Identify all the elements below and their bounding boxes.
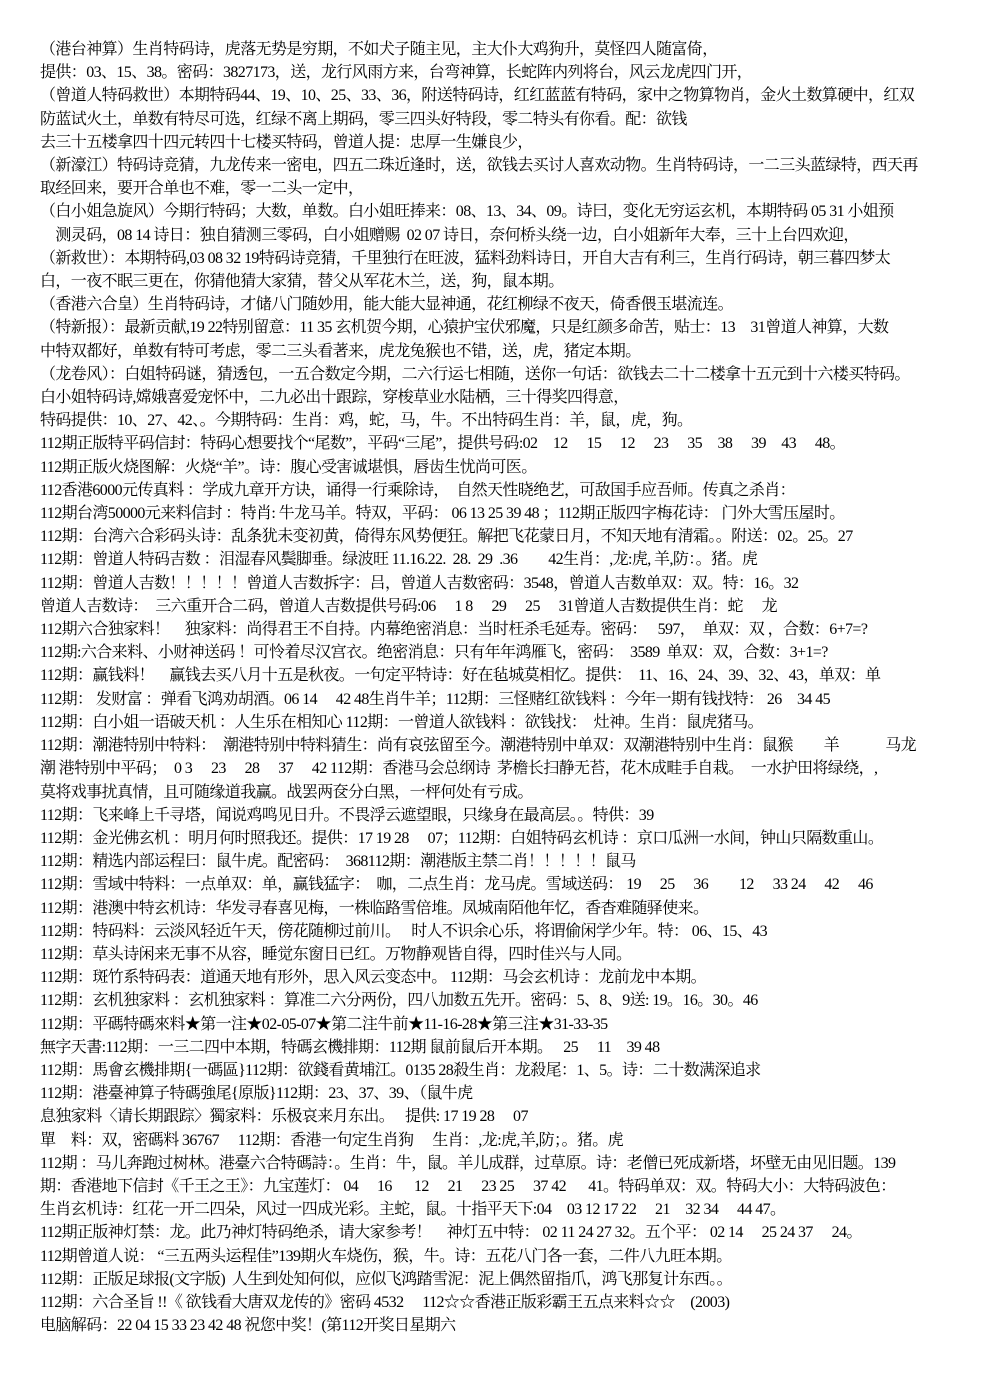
- text-line: 112期：斑竹系特码表：道通天地有形外，思入风云变态中。 112期：马会玄机诗 ：龙前龙中本期。: [40, 969, 707, 987]
- text-line: 112期：港澳中特玄机诗：华发寻春喜见梅，一株临路雪倍堆。凤城南陌他年忆，香杳难随驿使来。: [40, 899, 709, 917]
- text-line: 提供：03、15、38。密码：3827173，送，龙行风雨方来，台弯神算，长蛇阵内列将台，风云龙虎四门开，: [40, 64, 753, 82]
- text-content: [40, 38, 947, 1337]
- text-line: 無字天書:112期：一三二四中本期，特碼玄機排期：112期 鼠前鼠后开本期。 25 11 39 48: [40, 1038, 660, 1056]
- text-line: 112期台湾50000元来料信封 ：特肖: 牛龙马羊。特双，平码： 06 13 25 39 48 ；112期正版四字梅花诗： 门外大雪压屋时。: [40, 505, 845, 523]
- text-line: 112期：馬會玄機排期{一碼區}112期：欲錢看黄埔江。0135 28殺生肖：龙殺尾：1、5。诗：二十数满深追求: [40, 1061, 761, 1079]
- text-line: 112期六合独家料！ 独家料：尚得君王不自持。内幕绝密消息：当时枉杀毛延寿。密码： 597， 单双：双 ，合数：6+7=?: [40, 621, 868, 639]
- text-line: 112期：潮港特别中特料： 潮港特别中特料猜生：尚有哀弦留至今。潮港特别中单双：双潮港特别中生肖：鼠猴 羊 马龙: [40, 737, 917, 755]
- text-line: 期：香港地下信封《千王之王》：九宝莲灯： 04 16 12 21 23 25 37 42 41。特码单双：双。特码大小：大特码波色：: [40, 1177, 896, 1195]
- text-line: 112期：精选内部运程曰：鼠牛虎。配密码： 368112期：潮港版主禁二肖！！！！！鼠马: [40, 853, 636, 871]
- text-line: 息独家料〈请长期跟踪〉獨家料：乐极哀来月东出。 提供: 17 19 28 07: [40, 1108, 528, 1126]
- text-line: （港台神算）生肖特码诗，虎落无势是穷期，不如犬子随主见，主大仆大鸡狗升，莫怪四人随富倚，: [40, 41, 718, 58]
- text-line: 112期：特码料：云淡风轻近午天，傍花随柳过前川。 时人不识余心乐，将谓偷闲学少年。特： 06、15、43: [40, 922, 768, 940]
- text-line: 测灵码，08 14 诗日：独自猜测三零码，白小姐赠赐 02 07 诗日，奈何桥头绕一边，白小姐新年大奉，三十上台四欢迎，: [40, 226, 859, 244]
- text-line: 112期正版特平码信封：特码心想要找个“尾数”，平码“三尾”，提供号码:02 12 15 12 23 35 38 39 43 48。: [40, 435, 846, 453]
- text-line: 112期：平碼特碼來料★第一注★02-05-07★第二注牛前★11-16-28★第三注★31-33-35: [40, 1015, 608, 1033]
- text-line: 112期：曾道人吉数！！！！！曾道人吉数拆字：吕，曾道人吉数密码：3548，曾道人吉数单双：双。特：16。32: [40, 574, 799, 592]
- text-line: 112期正版神灯禁：龙。此乃神灯特码绝杀，请大家参考！ 神灯五中特： 02 11 24 27 32。五个平： 02 14 25 24 37 24。: [40, 1224, 862, 1242]
- text-line: 112期：六合圣旨 !!《 欲钱看大唐双龙传的》密码 4532 112☆☆香港正版彩霸王五点来料☆☆ (2003): [40, 1293, 730, 1311]
- text-line: 112期：飞来峰上千寻塔，闻说鸡鸣见日升。不畏浮云遮望眼，只缘身在最高层。。特供：39: [40, 806, 654, 824]
- text-line: （龙卷风）：白姐特码谜，猜透包，一五合数定今期，二六行运七相随，送你一句话：欲钱去二十二楼拿十五元到十六楼买特码。: [40, 365, 910, 383]
- text-line: （特新报）：最新贡献,19 22特别留意：11 35 玄机贺今期，心猿护宝伏邪魔，只是红颜多命苦，贴士：13 31曾道人神算，大数: [40, 319, 889, 337]
- text-line: 112期：正版足球报(文字版) 人生到处知何似，应似飞鸿踏雪泥：泥上偶然留指爪，鸿飞那复计东西。。: [40, 1270, 733, 1288]
- text-line: 生肖玄机诗：红花一开二四朵，风过一四成光彩。主蛇，鼠。十指平天下:04 03 12 17 22 21 32 34 44 47。: [40, 1201, 786, 1219]
- text-line: 112期正版火烧图解：火烧“羊”。诗：腹心受害诚堪惧，唇齿生忧尚可医。: [40, 458, 537, 476]
- text-line: 防蓝试火土，单数有特尽可选，红绿不离上期码，零三四头好特段，零二特头有你看。配：欲钱: [40, 110, 687, 128]
- text-line: 112期：白小姐一语破天机 ：人生乐在相知心 112期：一曾道人欲钱料 ：欲钱找： 灶神。生肖：鼠虎猪马。: [40, 713, 764, 731]
- text-line: 112期：草头诗闲来无事不从容，睡觉东窗日已红。万物静观皆自得，四时佳兴与人同。: [40, 945, 632, 963]
- text-line: 112期：台湾六合彩码头诗：乱条犹未变初黄，倚得东风势便狂。解把飞花蒙日月，不知天地有清霜。。附送：02。25。27: [40, 528, 853, 546]
- text-line: （曾道人特码救世）本期特码44、19、10、25、33、36，附送特码诗，红红蓝蓝有特码，家中之物算物肖，金火土数算硬中，红双: [40, 87, 915, 105]
- text-line: 曾道人吉数诗： 三六重开合二码，曾道人吉数提供号码:06 1 8 29 25 31曾道人吉数提供生肖：蛇 龙: [40, 597, 778, 615]
- text-line: 莫将戏事扰真情，且可随缘道我赢。战罢两奁分白黑，一枰何处有亏成。: [40, 783, 533, 801]
- text-line: 112期:六合来料、小财神送码 ！可怜着尽汉宫衣。绝密消息：只有年年鸿雁飞，密码： 3589 单双：双，合数：3+1=?: [40, 644, 828, 662]
- text-line: 單 料：双，密碼料 36767 112期：香港一句定生肖狗 生肖：,龙:虎,羊,防；。猪。虎: [40, 1131, 624, 1149]
- text-line: 112期曾道人说： “三五两头运程佳”139期火车烧伤，猴，牛。诗：五花八门各一套，二件八九旺本期。: [40, 1247, 732, 1265]
- text-line: 潮 港特别中平码； 0 3 23 28 37 42 112期：香港马会总纲诗 茅檐长扫静无苔，花木成畦手自栽。 一水护田将绿绕，,: [40, 760, 878, 778]
- text-line: （香港六合皇）生肖特码诗，才储八门随妙用，能大能大显神通，花红柳绿不夜天，倚香偎玉堪流连。: [40, 296, 734, 314]
- text-line: 特码提供：10、27、42、。今期特码：生肖：鸡，蛇，马，牛。不出特码生肖：羊，鼠，虎，狗。: [40, 412, 693, 430]
- text-line: 电脑解码：22 04 15 33 23 42 48 祝您中奖！(第112开奖日星期六: [40, 1317, 456, 1335]
- text-line: 112期：赢钱料！ 赢钱去买八月十五是秋夜。一句定平特诗：好在毡城莫相忆。提供： 11、16、24、39、32、43，单双：单: [40, 667, 881, 685]
- text-line: 112期：雪域中特料：一点单双：单，赢钱猛字： 咖，二点生肖：龙马虎。雪域送码： 19 25 36 12 33 24 42 46: [40, 876, 873, 894]
- text-line: 112期：金光佛玄机 ：明月何时照我还。提供：17 19 28 07；112期：白姐特码玄机诗 ：京口瓜洲一水间，钟山只隔数重山。: [40, 829, 884, 847]
- text-line: 去三十五楼拿四十四元转四十七楼买特码，曾道人提：忠厚一生嫌良少，: [40, 133, 533, 151]
- text-line: 112期 ：马儿奔跑过树林。港臺六合特碼詩：。生肖：牛，鼠。羊儿成群，过草原。诗：老僧已死成新塔，坏壁无由见旧题。139: [40, 1154, 896, 1172]
- text-line: 112期：港臺神算子特碼強尾{原版}112期：23、37、39、（鼠牛虎: [40, 1085, 473, 1103]
- text-line: 112期：曾道人特码吉数 ：泪湿春风鬓脚垂。绿波旺 11.16.22. 28. 29 .36 42生肖：,龙:虎, 羊,防：。猪。虎: [40, 551, 758, 569]
- text-line: 112期：玄机独家料 ：玄机独家料 ：算准二六分两份，四八加数五先开。密码：5、8、9送: 19。16。30。46: [40, 992, 758, 1010]
- text-line: （新救世）：本期特码,03 08 32 19特码诗竞猜，千里独行在旺波，猛料劲料诗日，开自大吉有利三，生肖行码诗，朝三暮四梦太: [40, 249, 891, 267]
- text-line: 取经回来，要开合单也不难，零一二头一定中，: [40, 180, 364, 198]
- text-line: 112香港6000元传真料 ：学成九章开方诀，诵得一行乘除诗， 自然天性晓绝艺，可敌国手应吾师。传真之杀肖：: [40, 481, 796, 499]
- text-line: 中特双都好，单数有特可考虑，零二三头看著来，虎龙兔猴也不错，送，虎，猪定本期。: [40, 342, 641, 360]
- text-line: 白，一夜不眠三更在，你猜他猜大家猜，替父从军花木兰，送，狗，鼠本期。: [40, 273, 564, 291]
- text-line: （新濠江）特码诗竞猜，九龙传来一密电，四五二珠近逢时，送，欲钱去买讨人喜欢动物。生肖特码诗，一二三头蓝绿特，西天再: [40, 157, 918, 175]
- text-line: （白小姐急旋风）今期行特码；大数，单数。白小姐旺捧来：08、13、34、09。诗曰，变化无穷运玄机，本期特码 05 31 小姐预: [40, 203, 894, 221]
- text-line: 112期： 发财富 ：弹看飞鸿劝胡酒。06 14 42 48生肖牛羊；112期：三怪赌红欲钱料 ：今年一期有钱找特： 26 34 45: [40, 690, 831, 708]
- text-line: 白小姐特码诗,嫦娥喜爱宠怀中，二九必出十跟踪，穿梭草业水陆栖，三十得奖四得意，: [40, 389, 629, 407]
